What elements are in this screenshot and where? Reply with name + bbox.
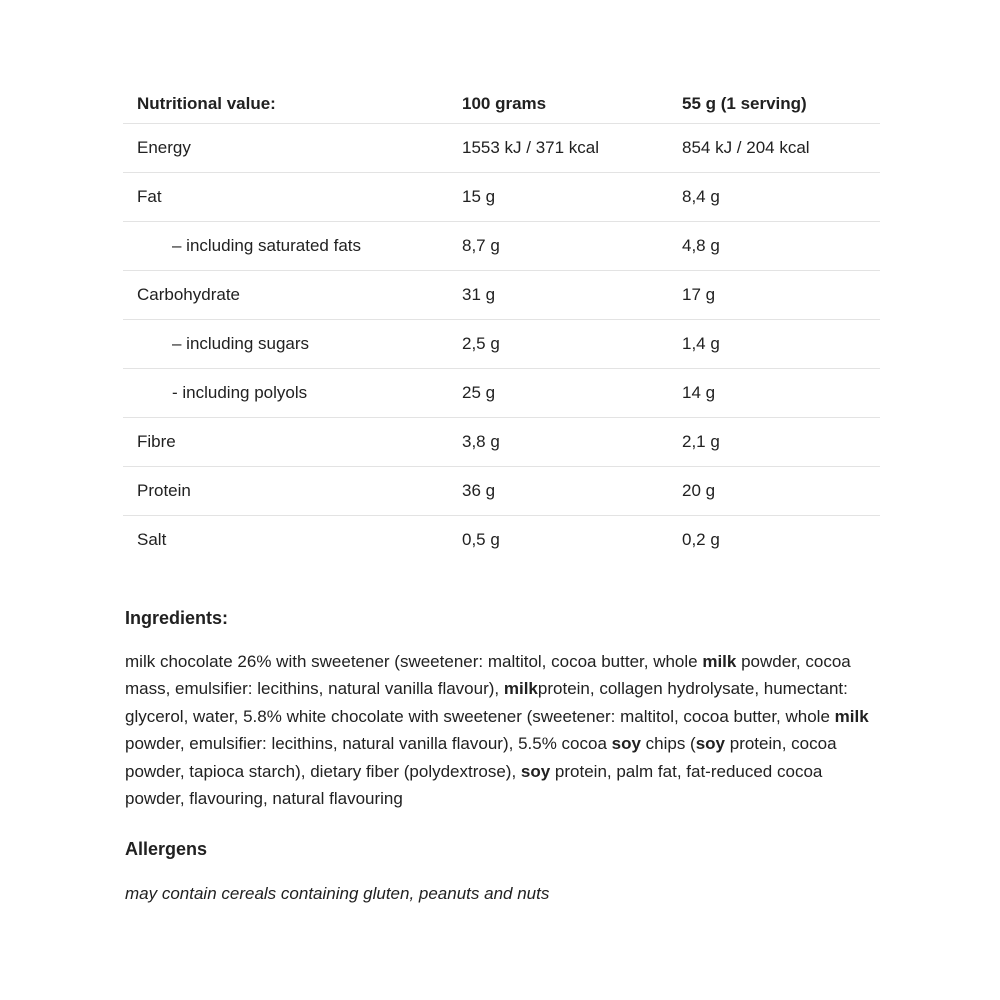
value-per-100g: 1553 kJ / 371 kcal [462, 124, 682, 173]
value-per-serving: 8,4 g [682, 173, 880, 222]
value-per-serving: 4,8 g [682, 222, 880, 271]
nutrient-label: Carbohydrate [123, 271, 462, 320]
table-row-fat [123, 173, 880, 222]
value-per-100g: 15 g [462, 173, 682, 222]
nutrient-label: Energy [123, 124, 462, 173]
column-header-100-grams: 100 grams [462, 94, 547, 113]
allergens-heading: Allergens [125, 839, 208, 860]
ingredients-section [123, 607, 880, 812]
ingredients-text: milk chocolate 26% with sweetener (sweetener: maltitol, cocoa butter, whole milk powder, cocoa mass, emulsifier: lecithins, natural vanilla flavour), milkprotein, collagen hydrolysate, humectant: glycerol, water, 5.8% white chocolate with sweetener (sweetener: maltitol, cocoa butter, whole milk powder, emulsifier: lecithins, natural vanilla flavour), 5.5% cocoa soy chips (soy protein, cocoa powder, tapioca starch), dietary fiber (polydextrose), soy protein, palm fat, fat-reduced cocoa powder, flavouring, natural flavouring [125, 652, 869, 809]
table-row-energy [123, 124, 880, 173]
nutrient-label: – including saturated fats [123, 222, 462, 271]
value-per-serving: 2,1 g [682, 418, 880, 467]
table-row-fibre [123, 418, 880, 467]
value-per-serving: 17 g [682, 271, 880, 320]
value-per-100g: 2,5 g [462, 320, 682, 369]
value-per-100g: 0,5 g [462, 516, 682, 565]
nutrient-label: Salt [123, 516, 462, 565]
nutrient-label: Fibre [123, 418, 462, 467]
ingredients-heading: Ingredients: [125, 608, 229, 628]
table-header-row [123, 85, 880, 124]
table-row-sugars [123, 320, 880, 369]
column-header-serving: 55 g (1 serving) [682, 94, 807, 113]
value-per-100g: 8,7 g [462, 222, 682, 271]
allergens-text: may contain cereals containing gluten, peanuts and nuts [125, 884, 550, 904]
nutrient-label: Protein [123, 467, 462, 516]
table-row-protein [123, 467, 880, 516]
value-per-100g: 25 g [462, 369, 682, 418]
table-row-polyols [123, 369, 880, 418]
value-per-serving: 14 g [682, 369, 880, 418]
nutrient-label: Fat [123, 173, 462, 222]
value-per-serving: 1,4 g [682, 320, 880, 369]
value-per-serving: 854 kJ / 204 kcal [682, 124, 880, 173]
value-per-100g: 31 g [462, 271, 682, 320]
nutrient-label: – including sugars [123, 320, 462, 369]
table-row-carbohydrate [123, 271, 880, 320]
value-per-serving: 0,2 g [682, 516, 880, 565]
value-per-serving: 20 g [682, 467, 880, 516]
table-row-saturated-fats [123, 222, 880, 271]
table-row-salt [123, 516, 880, 565]
product-nutrition-panel [123, 85, 880, 908]
value-per-100g: 3,8 g [462, 418, 682, 467]
nutrition-table [123, 85, 880, 564]
column-header-nutritional-value: Nutritional value: [137, 94, 276, 113]
allergens-section [123, 838, 880, 907]
nutrient-label: - including polyols [123, 369, 462, 418]
value-per-100g: 36 g [462, 467, 682, 516]
